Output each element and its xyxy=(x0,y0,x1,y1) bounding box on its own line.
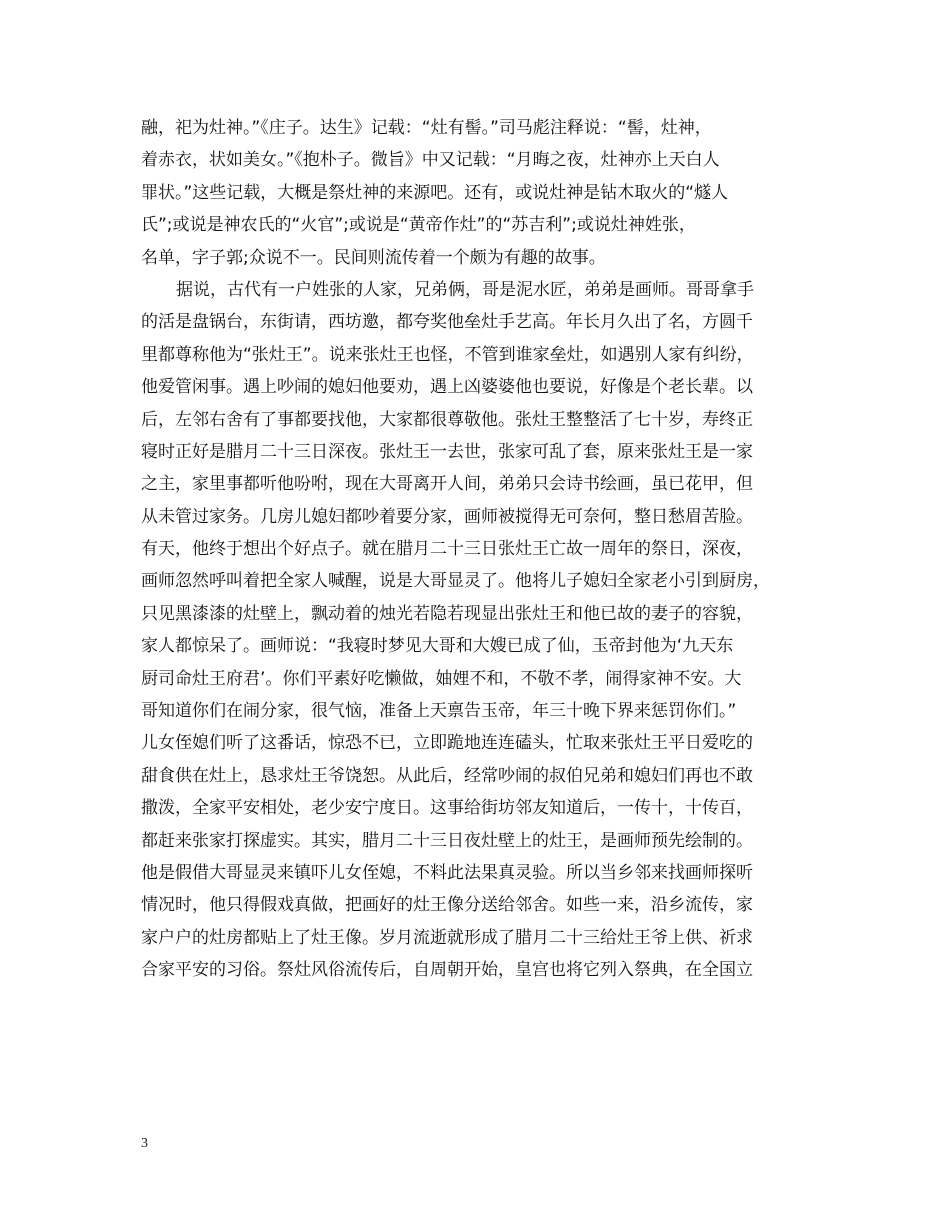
text-line: 只见黑漆漆的灶壁上，飘动着的烛光若隐若现显出张灶王和他已故的妻子的容貌， xyxy=(141,603,753,624)
text-line: 撒泼，全家平安相处，老少安宁度日。这事给街坊邻友知道后，一传十，十传百， xyxy=(141,798,753,819)
text-line: 后，左邻右舍有了事都要找他，大家都很尊敬他。张灶王整整活了七十岁，寿终正 xyxy=(141,409,753,430)
text-line: 合家平安的习俗。祭灶风俗流传后，自周朝开始，皇宫也将它列入祭典，在全国立 xyxy=(141,960,753,981)
text-line: 名单，字子郭;众说不一。民间则流传着一个颇为有趣的故事。 xyxy=(141,247,606,268)
text-line: 他是假借大哥显灵来镇吓儿女侄媳，不料此法果真灵验。所以当乡邻来找画师探听 xyxy=(141,862,753,883)
text-line: 家户户的灶房都贴上了灶王像。岁月流逝就形成了腊月二十三给灶王爷上供、祈求 xyxy=(141,927,753,948)
paragraph xyxy=(141,274,831,987)
text-line: 据说，古代有一户姓张的人家，兄弟俩，哥是泥水匠，弟弟是画师。哥哥拿手 xyxy=(176,279,754,300)
text-line: 里都尊称他为“张灶王”。说来张灶王也怪，不管到谁家垒灶，如遇别人家有纠纷， xyxy=(141,344,754,365)
text-line: 氏”;或说是神农氏的“火官”;或说是“黄帝作灶”的“苏吉利”;或说灶神姓张， xyxy=(141,215,696,236)
text-line: 儿女侄媳们听了这番话，惊恐不已，立即跪地连连磕头，忙取来张灶王平日爱吃的 xyxy=(141,733,753,754)
text-line: 的活是盘锅台，东街请，西坊邀，都夸奖他垒灶手艺高。年长月久出了名，方圆千 xyxy=(141,312,753,333)
text-line: 厨司命灶王府君’。你们平素好吃懒做，妯娌不和，不敬不孝，闹得家神不安。大 xyxy=(141,668,742,689)
page-number: 3 xyxy=(141,1136,148,1151)
text-line: 甜食供在灶上，恳求灶王爷饶恕。从此后，经常吵闹的叔伯兄弟和媳妇们再也不敢 xyxy=(141,765,753,786)
text-line: 有天，他终于想出个好点子。就在腊月二十三日张灶王亡故一周年的祭日，深夜， xyxy=(141,539,753,560)
text-line: 哥知道你们在闹分家，很气恼，准备上天禀告玉帝，年三十晚下界来惩罚你们。” xyxy=(141,701,737,722)
text-line: 家人都惊呆了。画师说：“我寝时梦见大哥和大嫂已成了仙，玉帝封他为‘九天东 xyxy=(141,636,734,657)
text-line: 情况时，他只得假戏真做，把画好的灶王像分送给邻舍。如些一来，沿乡流传，家 xyxy=(141,895,753,916)
body-text xyxy=(141,112,831,987)
text-line: 寝时正好是腊月二十三日深夜。张灶王一去世，张家可乱了套，原来张灶王是一家 xyxy=(141,441,753,462)
text-line: 都赶来张家打探虚实。其实，腊月二十三日夜灶壁上的灶王，是画师预先绘制的。 xyxy=(141,830,753,851)
text-line: 从未管过家务。几房儿媳妇都吵着要分家，画师被搅得无可奈何，整日愁眉苦脸。 xyxy=(141,506,753,527)
text-line: 着赤衣，状如美女。”《抱朴子。微旨》中又记载：“月晦之夜，灶神亦上天白人 xyxy=(141,150,720,171)
paragraph xyxy=(141,112,831,274)
text-line: 他爱管闲事。遇上吵闹的媳妇他要劝，遇上凶婆婆他也要说，好像是个老长辈。以 xyxy=(141,377,753,398)
text-line: 画师忽然呼叫着把全家人喊醒，说是大哥显灵了。他将儿子媳妇全家老小引到厨房， xyxy=(141,571,770,592)
text-line: 之主，家里事都听他吩咐，现在大哥离开人间，弟弟只会诗书绘画，虽已花甲，但 xyxy=(141,474,753,495)
text-line: 罪状。”这些记载，大概是祭灶神的来源吧。还有，或说灶神是钻木取火的“燧人 xyxy=(141,182,729,203)
text-line: 融，祀为灶神。”《庄子。达生》记载：“灶有髻。”司马彪注释说：“髻，灶神， xyxy=(141,118,712,138)
